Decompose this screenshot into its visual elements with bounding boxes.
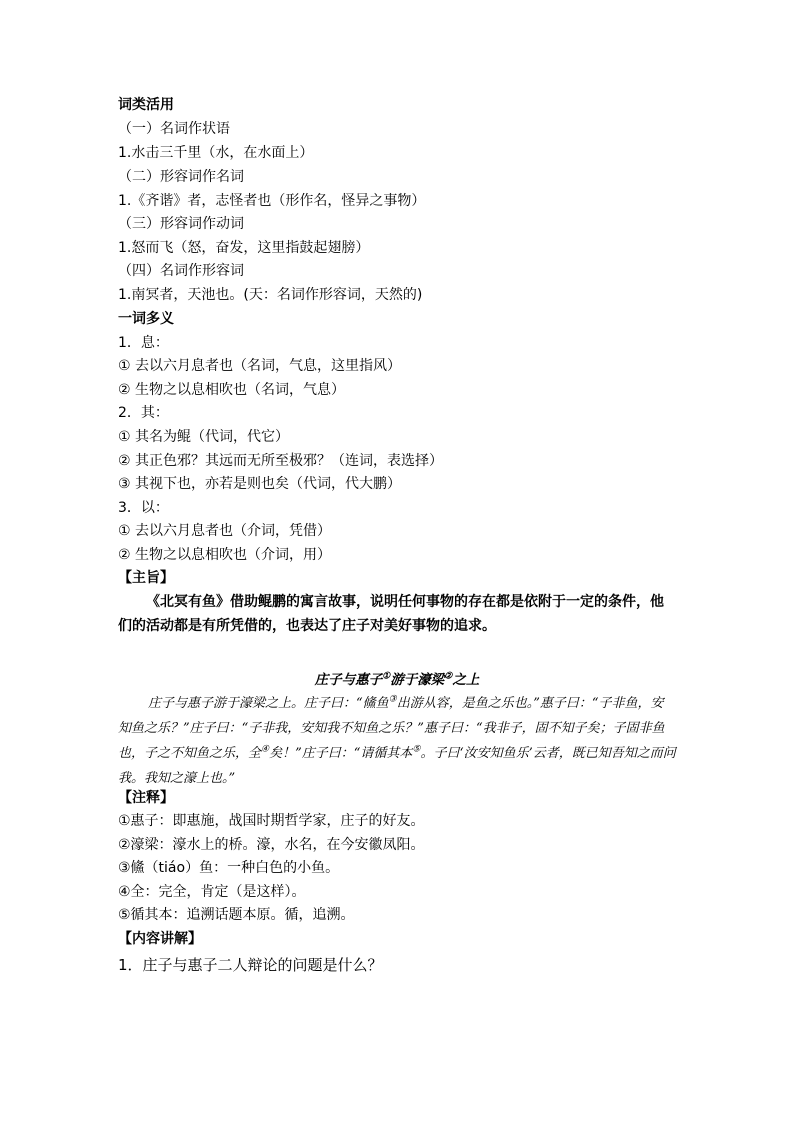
list-item: ② 生物之以息相吹也（介词，用）: [118, 547, 332, 563]
question-item: 1．庄子与惠子二人辩论的问题是什么？: [118, 956, 383, 974]
section-heading-notes: 【注释】: [118, 790, 174, 806]
word-heading: 2．其：: [118, 405, 169, 421]
story-paragraph: [118, 691, 676, 791]
list-item: 1.《齐谐》者，志怪者也（形作名，怪异之事物）: [118, 193, 426, 209]
list-item: ② 生物之以息相吹也（名词，气息）: [118, 382, 346, 398]
note-item: ②濠梁：濠水上的桥。濠，水名，在今安徽凤阳。: [118, 837, 425, 853]
story-title-part: 之上: [452, 672, 480, 688]
story-text: 。子曰‘汝安知鱼乐’云者，既已知吾知之而问我。我知之濠上也。”: [118, 746, 676, 786]
footnote-marker: ①: [382, 671, 391, 682]
list-item: ③ 其视下也，亦若是则也矣（代词，代大鹏）: [118, 476, 401, 492]
footnote-marker: ⑤: [412, 744, 421, 755]
list-item: 1.怒而飞（怒，奋发，这里指鼓起翅膀）: [118, 240, 370, 256]
list-item: ① 其名为鲲（代词，代它）: [118, 429, 290, 445]
section-heading-polysemy: 一词多义: [118, 311, 174, 327]
list-item: ① 去以六月息者也（介词，凭借）: [118, 523, 332, 539]
section-heading-theme: 【主旨】: [118, 570, 174, 586]
note-item: ④全：完全，肯定（是这样）。: [118, 884, 306, 900]
word-heading: 3．以：: [118, 500, 169, 516]
story-text: 庄子与惠子游于濠梁之上。庄子曰：“鯈鱼: [148, 696, 389, 711]
note-item: ⑤循其本：追溯话题本原。循，追溯。: [118, 907, 355, 923]
footnote-marker: ④: [261, 744, 270, 755]
note-item: ③鯈（tiáo）鱼：一种白色的小鱼。: [118, 860, 340, 876]
list-item: 1.南冥者，天池也。(天：名词作形容词，天然的): [118, 287, 423, 303]
note-item: ①惠子：即惠施，战国时期哲学家，庄子的好友。: [118, 813, 425, 829]
story-text: 矣！”庄子曰：“请循其本: [269, 746, 413, 761]
subsection-title: （二）形容词作名词: [118, 169, 244, 185]
footnote-marker: ②: [444, 671, 453, 682]
word-heading: 1．息：: [118, 335, 169, 351]
section-heading-vocab: 词类活用: [118, 97, 174, 113]
subsection-title: （三）形容词作动词: [118, 216, 244, 232]
theme-paragraph: 《北冥有鱼》借助鲲鹏的寓言故事，说明任何事物的存在都是依附于一定的条件，他们的活动都是有所凭借的，也表达了庄子对美好事物的追求。: [118, 594, 664, 634]
section-heading-content: 【内容讲解】: [118, 931, 202, 947]
list-item: ② 其正色邪？其远而无所至极邪？（连词，表选择）: [118, 453, 443, 469]
list-item: ① 去以六月息者也（名词，气息，这里指风）: [118, 358, 401, 374]
story-title: [118, 670, 676, 690]
list-item: 1.水击三千里（水，在水面上）: [118, 145, 314, 161]
subsection-title: （一）名词作状语: [118, 121, 230, 137]
story-text: 出游从容，是鱼之乐也。”惠子曰：“子非鱼，安知鱼之乐？”庄子曰：“子非我，安知我不知鱼之乐？”惠子曰：“我非子，固不知子矣；子固非鱼也，子之不知鱼之乐，全: [118, 696, 665, 761]
subsection-title: （四）名词作形容词: [118, 263, 244, 279]
story-title-part: 庄子与惠子: [314, 672, 383, 688]
footnote-marker: ③: [388, 694, 397, 705]
story-title-part: 游于濠梁: [390, 672, 445, 688]
